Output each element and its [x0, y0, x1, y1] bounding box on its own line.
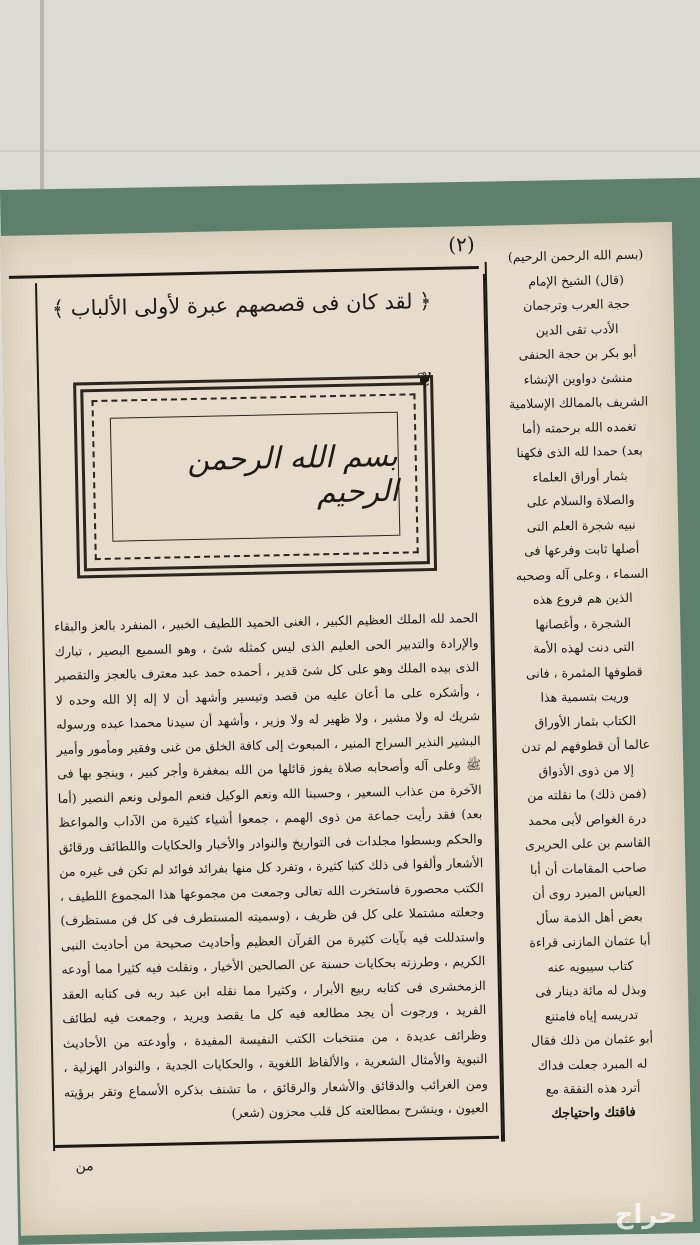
side-column-line: الذين هم فروع هذه [532, 589, 633, 607]
side-column-line: بعد) حمدا لله الذى فكهنا [516, 442, 643, 461]
page-number: (٢) [448, 232, 475, 257]
side-column-line: منشئ دواوين الإنشاء [523, 369, 633, 387]
side-column-line: نبيه شجرة العلم التى [526, 516, 636, 534]
side-column-line: صاحب المقامات أن أبا [529, 859, 647, 877]
side-column-line: السماء ، وعلى آله وصحبه [515, 564, 649, 583]
side-column-line: الشريف بالممالك الإسلامية [508, 393, 649, 412]
ornamental-frame-inner [110, 412, 401, 542]
side-column-line: أبا عثمان المازنى قراءة [529, 932, 651, 951]
side-column-line: (فمن ذلك) ما نقلته من [526, 785, 647, 804]
side-column-line: العباس المبرد روى أن [532, 883, 646, 901]
side-column-line: أبو عثمان من ذلك فقال [530, 1030, 654, 1049]
side-column-line: التى دنت لهذه الأمة [532, 638, 635, 656]
side-column-line: القاسم بن على الحريرى [524, 834, 651, 853]
side-column-line: حجة العرب وترجمان [523, 295, 631, 314]
side-column-line: كتاب سيبويه عنه [547, 957, 634, 975]
side-column-line: الشجرة ، وأغصانها [535, 614, 632, 632]
quranic-verse-heading: ﴿ لقد كان فى قصصهم عبرة لأولى الألباب ﴾ [51, 288, 432, 321]
side-column-line: له المبرد جعلت فداك [537, 1055, 648, 1073]
bismillah-calligraphy: بسم الله الرحمن الرحيم [186, 438, 399, 511]
side-column [492, 242, 676, 1127]
side-column-line: بعض أهل الذمة سأل [535, 908, 643, 926]
side-column-line: أبو بكر بن حجة الحنفى [518, 344, 637, 363]
side-column-line: (قال) الشيخ الإمام [528, 271, 625, 289]
book-page [0, 222, 693, 1236]
side-column-line: قطوفها المثمرة ، فانى [525, 663, 643, 681]
side-column-line: والصلاة والسلام على [526, 491, 635, 510]
side-column-line: بثمار أوراق العلماء [532, 467, 628, 485]
side-column-line: وريت بتسمية هذا [540, 687, 630, 705]
side-column-line: عالما أن قطوفهم لم تدن [521, 736, 651, 755]
side-column-line: فاقتك واحتياجك [551, 1104, 636, 1122]
side-column-line: الأدب تقى الدين [535, 320, 619, 338]
catchword: من [75, 1158, 94, 1175]
tile-grout-vertical [40, 0, 44, 210]
side-column-line: درة الغواص لأبى محمد [528, 810, 647, 828]
haraj-watermark: حراج [614, 1200, 678, 1230]
side-column-line: (بسم الله الرحمن الرحيم) [507, 246, 644, 265]
side-column-line: أترد هذه النفقة مع [545, 1079, 641, 1097]
ornamental-frame [73, 366, 437, 578]
tile-grout-horizontal [0, 150, 700, 152]
side-column-line: الكتاب بثمار الأوراق [534, 712, 637, 730]
side-column-line: تغمده الله برحمته (أما [521, 418, 637, 436]
side-column-line: أصلها ثابت وفرعها فى [523, 540, 640, 559]
side-column-line: تدريسه إياه فامتنع [544, 1006, 639, 1024]
body-paragraph: الحمد لله الملك العظيم الكبير ، الغنى الحميد اللطيف الخبير ، المنفرد بالعز والبقاء والإرادة والتدبير الحى العليم الذى ليس كمثله شئ ، وهو السميع البصير ، تبارك الذى بيده الملك وهو على كل شئ قدير ، أحمده حمد عبد معترف بالعجز والتقصير ، وأشكره على ما أعان عليه من قصد وتيسير وأشهد أن لا إله إلا الله وحده لا شريك له ولا مشير ، ولا ظهير له ولا وزير ، وأشهد أن سيدنا محمدا عبده ورسوله البشير النذير السراج المنير ، المبعوث إلى كافة الخلق من غنى وفقير ومأمور وأمير ﷺ وعلى آله وأصحابه صلاة يفوز قائلها من الله بمغفرة وأجر كبير ، وينجو بها فى الآخرة من عذاب السعير ، وحسبنا الله ونعم الوكيل فنعم المولى ونعم النصير (أما بعد) فقد رأيت جماعة من ذوى الهمم ، جمعوا أشياء كثيرة من الآداب والمواعظ والحكم وبسطوا مجلدات فى التواريخ والنوادر والأخبار والحكايات واللطائف ورقائق الأشعار وألفوا فى ذلك كتبا كثيرة ، وتفرد كل منها بفرائد فوائد لم تكن فى غيره من الكتب محصورة فاستخرت الله تعالى وجمعت من مجموعها هذا المجموع اللطيف ، وجعلته مشتملا على كل فن ظريف ، (وسميته المستطرف فى كل فن مستظرف) واستدللت فيه بآيات كثيرة من القرآن العظيم وأحاديث صحيحة من أحاديث النبى الكريم ، وطرزته بحكايات حسنة عن الصالحين الأخيار ، ونقلت فيه كثيرا مما أودعه الزمخشرى فى كتابه ربيع الأبرار ، وكثيرا مما نقله ابن عبد ربه فى كتابه العقد الفريد ، ورجوت أن يجد مطالعه فيه كل ما يقصد ويريد ، وجمعت فيه لطائف وظرائف عديدة ، من منتخبات الكتب النفيسة المفيدة ، وأودعته من الأحاديث النبوية والأمثال الشعرية ، والألفاظ اللغوية ، والحكايات الجدية ، والنوادر الهزلية ، ومن الغرائب والدقائق والأشعار والرقائق ، ما تشنف بذكره الأسماع وتقر برؤيته العيون ، وينشرح بمطالعته كل قلب محزون (شعر) [54, 610, 489, 1121]
side-column-line: إلا من ذوى الأذواق [538, 761, 635, 779]
fleuron-icon: ❦ [416, 366, 434, 392]
side-column-line: وبذل له مائة دينار فى [535, 981, 647, 999]
